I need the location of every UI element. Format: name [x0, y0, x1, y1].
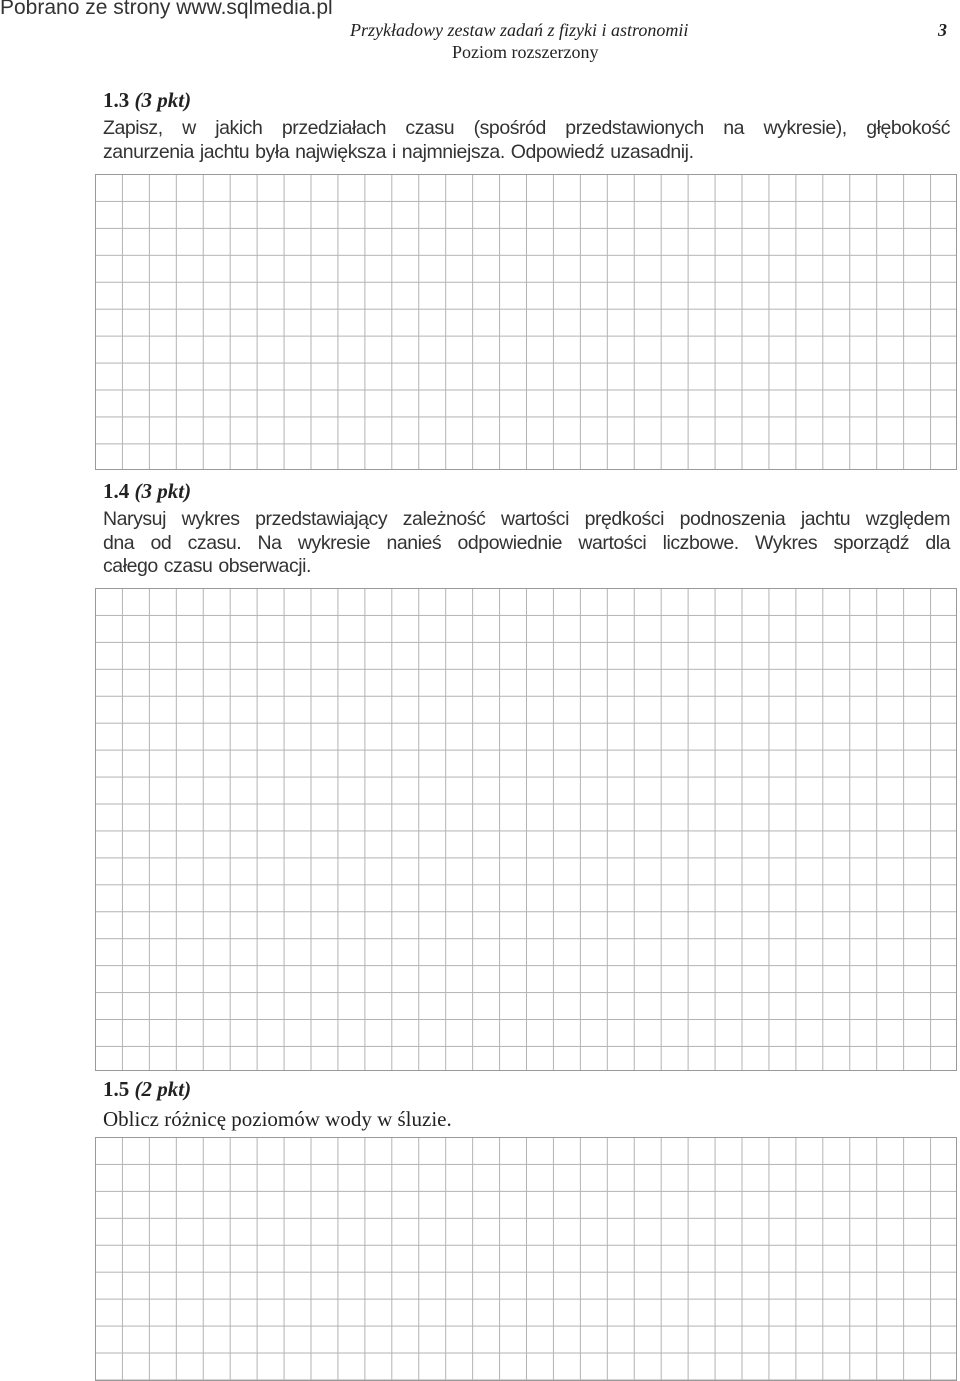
task-1-4-text — [103, 508, 950, 579]
task-points: (3 pkt) — [134, 479, 192, 503]
task-points: (3 pkt) — [134, 88, 192, 112]
answer-grid-1-5[interactable] — [95, 1137, 957, 1381]
task-1-5-text — [103, 1108, 950, 1132]
task-number: 1.3 — [103, 88, 130, 112]
task-text-line: Zapisz, w jakich przedziałach czasu (spośród przedstawionych na wykresie), głębokość — [103, 117, 950, 139]
task-number: 1.5 — [103, 1077, 130, 1101]
task-text-line: całego czasu obserwacji. — [103, 555, 311, 578]
page-number: 3 — [938, 20, 947, 40]
task-points: (2 pkt) — [134, 1077, 192, 1101]
header-title: Przykładowy zestaw zadań z fizyki i astronomii — [350, 20, 689, 40]
task-number: 1.4 — [103, 479, 130, 503]
header-level: Poziom rozszerzony — [452, 42, 599, 62]
task-text-line: Oblicz różnicę poziomów wody w śluzie. — [103, 1107, 452, 1131]
task-text-line: zanurzenia jachtu była największa i najmniejsza. Odpowiedź uzasadnij. — [103, 140, 694, 163]
task-1-3-heading — [103, 88, 191, 113]
answer-grid-1-4[interactable] — [95, 588, 957, 1071]
task-1-4-heading — [103, 479, 191, 504]
task-text-line: Narysuj wykres przedstawiający zależność wartości prędkości podnoszenia jachtu względem — [103, 508, 950, 530]
watermark: Pobrano ze strony www.sqlmedia.pl — [0, 0, 333, 19]
task-1-3-text — [103, 117, 950, 164]
answer-grid-1-3[interactable] — [95, 174, 957, 470]
task-1-5-heading — [103, 1077, 191, 1102]
task-text-line: dna od czasu. Na wykresie nanieś odpowiednie wartości liczbowe. Wykres sporządź dla — [103, 531, 950, 554]
